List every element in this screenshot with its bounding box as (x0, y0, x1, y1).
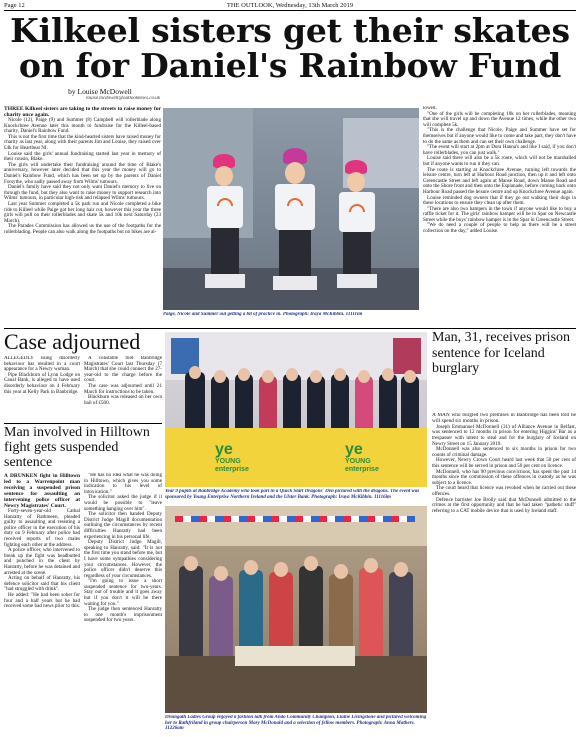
face (214, 566, 228, 581)
person (379, 374, 397, 432)
paragraph: "I'm going to issue a short suspended sentence for two-years. Stay out of trouble and it goes away but if you don't it will be there waiting for you." (84, 578, 162, 607)
face (304, 556, 318, 571)
face (347, 172, 365, 192)
paragraph: The Parades Commission has allowed us the use of the footpaths for the rollerblading. People can also walk along the footpaths but no bikes are al- (4, 223, 161, 235)
paragraph: The case was adjourned until 21 March for instructions to be taken. (84, 382, 162, 395)
paragraph: A constable told Banbridge Magistrates' Court last Thursday (7 March) that she could connect the 27-year-old to the charge before the court. (84, 356, 162, 384)
face (189, 366, 201, 379)
paragraph: "The event will start at 2pm at Dora Hanna's and like I said, if you don't have rollerblades, you can just walk." (423, 144, 576, 156)
paragraph: Joseph Emmanuel McDonnell (31) of Alliance Avenue in Belfast, was sentenced to 12 months in prison for entering Higgins' Bar as a trespasser with intent to steal and for the burglary of Iceland on Newry Street on 15 January 2019. (432, 423, 576, 447)
paragraph: Louise reminded dog owners that if they go out walking their dogs in these locations to ensure they clean up after them. (423, 194, 576, 207)
person (401, 376, 419, 432)
person (283, 374, 301, 432)
paragraph: The solicitor asked the judge if it would be possible to "leave something hanging over him". (84, 494, 162, 512)
paragraph: Deputy District Judge Magill, speaking to Hanratty, said: "It is not the first time you stand before me, but I have some sympathies considering your circumstances. However, the police officer didn't deserve this regardless of your circumstances. (84, 539, 162, 579)
intro: THREE Kilkeel sisters are taking to the streets to raise money for charity once again. (4, 106, 161, 118)
face (334, 368, 346, 381)
face (262, 370, 274, 383)
person (259, 376, 277, 432)
byline: by Louise McDowell (68, 87, 132, 96)
paragraph: "He has no idea what he was doing in Hilltown, which gives you some indication to his level of intoxication." (84, 473, 162, 495)
skaters-photo (163, 108, 419, 310)
dromgath-photo (165, 506, 427, 713)
face (184, 556, 198, 571)
case-headline: Case adjourned (4, 330, 141, 354)
face (244, 560, 258, 575)
divider (4, 328, 576, 329)
paragraph: The judge then sentenced Hanratty to one month's imprisonment suspended for two years. (84, 606, 162, 624)
paragraph: Louise said there will also be a 5k route, which will not be marshalled but if anyone wants to run it they can. (423, 155, 576, 167)
face (274, 562, 288, 577)
author-email: louise.mcdowell@outlooknews.co.uk (86, 96, 160, 101)
paragraph: A MAN who burgled two premises in Banbridge has been told he will spend six months in prison. (432, 413, 576, 424)
hilltown-column-2 (84, 473, 162, 733)
person (209, 576, 233, 656)
main-story-column-1 (4, 106, 161, 316)
skates (337, 274, 377, 288)
paragraph: lowed. (423, 106, 437, 111)
leggings (279, 230, 311, 278)
paragraph: Last year Summer completed a 5k park run and Nicole completed a bike ride to Killeel while Paige got her long hair cut, however this year the three girls will pull on their rollerblades and skate 5k and 10k next Saturday (23 March). (4, 200, 161, 224)
paragraph: A DRUNKEN fight in Hilltown led to a Warrenpoint man receiving a suspended prison sentence for assaulting an intervening police officer at Newry Magistrates' Court. (4, 473, 80, 509)
paragraph: The solicitor then handed Deputy District Judge Magill documentation outlining the circumstances by recent difficulties Hanratty had been experiencing in his personal life. (84, 511, 162, 540)
ye-mark-icon: ye (215, 441, 233, 458)
bunting (175, 516, 415, 522)
paragraph: Defence barrister Joe Brolly said that McDonnell admitted to the crimes at the first opportunity and that he had taken "pathetic stuff" referring to a CAT mobile device that is used by Iceland staff. (432, 496, 576, 514)
tshirt (275, 184, 315, 230)
person (389, 572, 413, 656)
paragraph: "One of the girls will be completing 10k on her rollerblades, meaning that she will travel up and down the Avenue 12 times, while the other two will complete 5k. (423, 110, 576, 128)
leggings (211, 228, 239, 276)
skates (273, 276, 317, 290)
face (285, 162, 305, 184)
person (179, 566, 203, 656)
face (364, 558, 378, 573)
face (310, 370, 322, 383)
page-header (4, 2, 576, 11)
burglary-column (432, 413, 576, 733)
academy-photo (165, 332, 427, 487)
paragraph: "This is the challenge that Nicole, Paige and Summer have set for themselves but if anyone would like to come and take part, they don't have to do the same as them and can set their own challenge. (423, 127, 576, 145)
paragraph: However, Newry Crown Court heard last week that 50 per cent of this sentence will be served in prison and 50 per cent on licence. (432, 457, 576, 469)
ye-mark-icon: ye (345, 441, 363, 458)
paragraph: Louise said the girls' annual fundraising started last year in memory of their cousin, Blake. (4, 150, 161, 163)
case-column-1 (4, 356, 80, 422)
person (211, 376, 229, 432)
tshirt (207, 186, 243, 228)
person (235, 374, 253, 432)
face (404, 370, 416, 383)
paragraph: He added: "He had been sober for four and a half years but he had received some bad news prior to this. (4, 591, 80, 610)
face (382, 368, 394, 381)
person (329, 574, 353, 656)
paragraph: The girls will undertake their fundraising around the time of Blake's anniversary, however later decided that this year the money will go to Daniel's Rainbow Fund, which has been set up by the parents of Daniel Forsythe, who sadly passed away from Wilms' tumours. (4, 161, 161, 185)
paragraph: Pipe Blackburn of Lynn Lodge on Canal Bank, is alleged to have used disorderly behaviour on 4 February this year at Kelly Park in Banbridge. (4, 371, 80, 395)
face (334, 564, 348, 579)
paragraph: McDonnell, who has 90 previous convictions, has spent the past 14 months since the commission of these offences in custody as he was subject to a licence. (432, 468, 576, 486)
paragraph: Daniel's family have said they not only want Daniel's memory to live on through the fund, but they also want to raise money to support research into Wilms' tumours, in particular high-risk and relapsed Wilms' tumours. (4, 184, 161, 202)
paragraph: The court heard that licence was revoked when he carried out these offences. (432, 485, 576, 497)
main-headline: Kilkeel sisters get their skates on for Daniel's Rainbow Fund (10, 13, 570, 83)
face (286, 368, 298, 381)
paragraph: A police officer, who intervened to break up the fight was headbutted and punched in the chest by Hanratty, before he was detained and arrested at the scene. (4, 547, 80, 576)
face (358, 370, 370, 383)
paragraph: Nicole (12), Paige (9) and Summer (8) Campbell will rollerblade along Knockchree Avenue later this month to fundraise for the Killeel-based charity, Daniel's Rainbow Fund. (4, 117, 161, 135)
face (394, 562, 408, 577)
skaters-caption: Paige, Nicole and Summer out getting a bit of practice in. Photograph: Iraya McKibbin. 11111im (163, 312, 363, 317)
leggings (343, 232, 371, 276)
paragraph: Forty-seven-year-old Cathal Hanratty of Rathmeen, pleaded guilty to assaulting and resisting a police officer in the execution of his duty on 9 February after police had received reports of two males fighting each other at the address. (4, 508, 80, 548)
young-enterprise-logo (345, 442, 405, 472)
hilltown-headline: Man involved in Hilltown fight gets suspended sentence (4, 425, 150, 470)
person (355, 376, 373, 432)
burglary-headline: Man, 31, receives prison sentence for Iceland burglary (432, 330, 571, 376)
academy-caption: Year 9 pupils at Banbridge Academy who took part in a Quick Start Dragons' Den pictured with the dragons. The event was sponsored by Young Enterprise Northern Ireland and the Ulster Bank. Photograph: Iraya McKibbin. 11116im (165, 489, 420, 500)
face (238, 368, 250, 381)
logo-text: YOUNG enterprise (215, 458, 249, 473)
paragraph: Acting on behalf of Hanratty, his defence solicitor said that his client "had struggled with drink". (4, 575, 80, 593)
page-number: Page 12 (4, 2, 25, 9)
person (239, 570, 263, 656)
person (269, 572, 293, 656)
paragraph: ALLEGEDLY using disorderly behaviour has resulted in a court appearance for a Newry woman. (4, 356, 80, 373)
paragraph: McDonnell was also sentenced to six months in prison for two counts of criminal damage. (432, 446, 576, 458)
bunting-wall (165, 506, 427, 546)
masthead: THE OUTLOOK, Wednesday, 13th March 2019 (226, 2, 354, 9)
case-column-2 (84, 356, 162, 422)
face (214, 370, 226, 383)
young-enterprise-logo (215, 442, 275, 472)
paragraph: This is not the first time that the kind-hearted sisters have raised money for charity as last year, along with their parents Jim and Louise, they raised over £4k for Heartbeat NI. (4, 133, 161, 151)
paragraph: The route is starting at Knockchree Avenue, turning left towards the leisure centre, turn left at Harbour Road junction, then up it and left onto Greencastle Street and left again at Manse Road, down Manse Road and onto the Shore front and then onto the Esplanade, before coming back onto Harbour Road passed the leisure centre and up Knockchree Avenue again. (423, 166, 576, 195)
dromgath-caption: Dromgath Ladies Group enjoyed a fashion talk from Ando Community Champion, Elaine Livingstone and pictured welcoming her to Rathfriland in group chairperson Mary McDonald and a selection of fellow members. Photograph: Anna Mathers. 11226am (165, 715, 427, 731)
paragraph: Blackburn was released on her own bail of £500. (84, 394, 162, 406)
person (185, 372, 205, 432)
poster (393, 338, 421, 374)
skates (205, 274, 245, 288)
person (331, 374, 349, 432)
table (235, 646, 355, 666)
tshirt (339, 192, 375, 232)
hilltown-column-1 (4, 473, 80, 733)
main-story-column-2 (423, 106, 576, 326)
face (215, 166, 233, 186)
paragraph: "There are also two hampers in the town if anyone would like to buy a raffle ticket for it. The girls' rainbow hamper will be in Spar on Newcastle Street while the boys' rainbow hamper is in the Spar in Greencastle Street. (423, 205, 576, 223)
person (299, 566, 323, 656)
divider (4, 423, 162, 424)
person (359, 568, 383, 656)
person (307, 376, 325, 432)
paragraph: "We do need a couple of people to help as there will be a street collection on the day," added Louise. (423, 222, 576, 235)
logo-text: YOUNG enterprise (345, 458, 379, 473)
